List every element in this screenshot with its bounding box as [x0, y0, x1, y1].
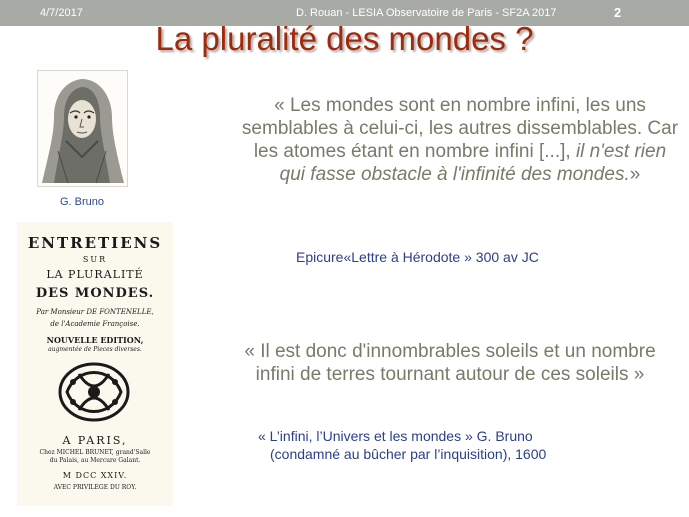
book-line-edition: NOUVELLE EDITION,	[46, 335, 144, 345]
bruno-citation-line1: « L’infini, l’Univers et les mondes » G. Bruno	[258, 428, 533, 444]
book-line-academie: de l'Academie Françoise.	[50, 320, 140, 328]
book-line-paris: A PARIS,	[62, 434, 128, 447]
book-line-entretiens: ENTRETIENS	[27, 234, 163, 252]
book-line-augmentee: augmentée de Pieces diverses.	[48, 346, 142, 353]
slide-footer: D. Rouan - LESIA Observatoire de Paris - SF2A 2017	[296, 7, 557, 19]
epicure-citation: Epicure«Lettre à Hérodote » 300 av JC	[296, 249, 539, 265]
quote1-end: »	[629, 164, 641, 185]
quote1-text: « Les mondes sont en nombre infini, les uns semblables à celui-ci, les autres dissemblables. Car les atomes étant en nombre infini [...],	[241, 95, 679, 162]
bruno-quote: « Il est donc d'innombrables soleils et un nombre infini de terres tournant autour de ces soleils »	[244, 341, 656, 385]
book-title-page	[17, 222, 173, 506]
book-ornament-icon	[57, 360, 131, 424]
book-line-mondes: DES MONDES.	[35, 286, 155, 301]
epicure-quote	[240, 94, 680, 186]
book-line-sur: SUR	[82, 255, 108, 264]
book-line-author: Par Monsieur DE FONTENELLE,	[36, 308, 154, 316]
book-line-pluralite: LA PLURALITÉ	[46, 268, 144, 281]
quote1-italic: il n'est rien qui fasse obstacle à l'infinité des mondes.	[279, 141, 667, 185]
book-line-privilege: AVEC PRIVILEGE DU ROY.	[53, 484, 137, 491]
book-line-brunet: Chez MICHEL BRUNET, grand'Salle	[39, 449, 151, 456]
slide-title: La pluralité des mondes ?	[155, 20, 534, 57]
slide-number: 2	[614, 5, 622, 20]
slide-date: 4/7/2017	[40, 7, 83, 19]
bruno-portrait-icon	[37, 70, 128, 187]
bruno-citation	[258, 427, 648, 463]
bruno-citation-line2: (condamné au bûcher par l’inquisition), 1600	[270, 446, 547, 462]
book-line-palais: du Palais, au Mercure Galant.	[49, 457, 141, 464]
portrait-caption: G. Bruno	[59, 196, 105, 208]
book-line-year: M DCC XXIV.	[62, 471, 128, 480]
